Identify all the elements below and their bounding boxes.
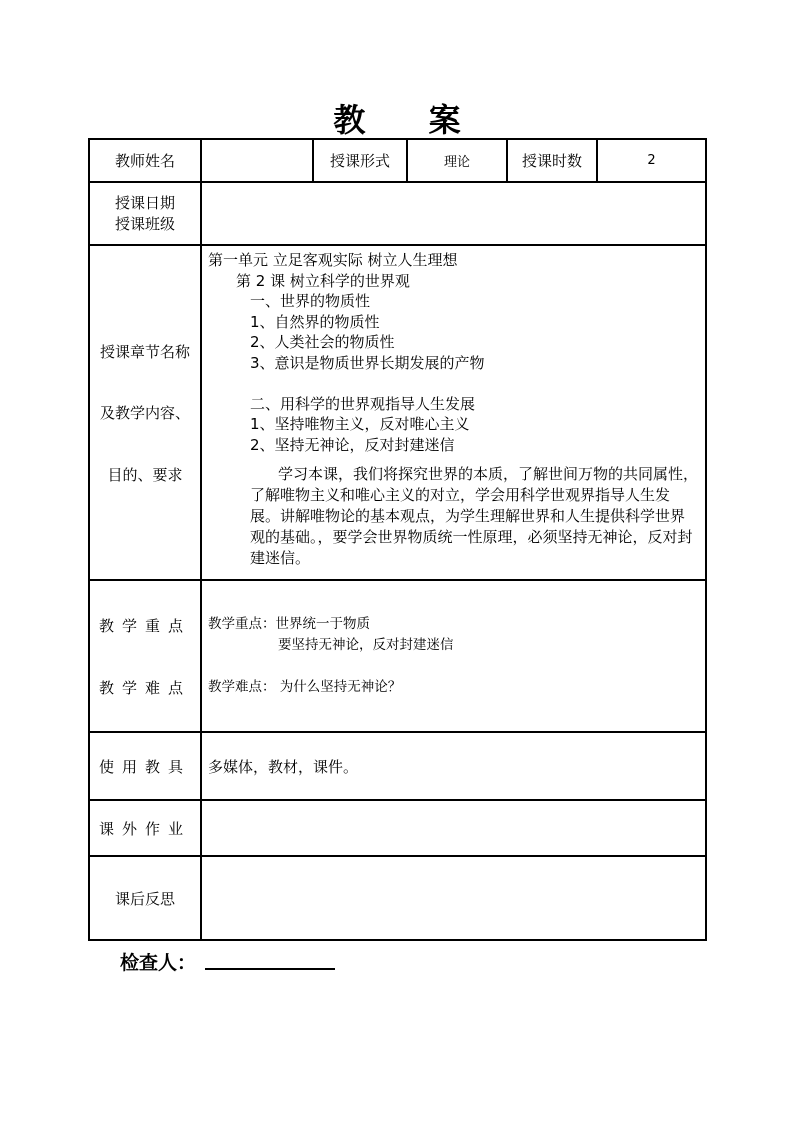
- homework-field[interactable]: [201, 800, 706, 856]
- date-class-field[interactable]: [201, 182, 706, 245]
- checker-label: 检查人：: [120, 952, 197, 974]
- class-label: 授课班级: [114, 214, 175, 233]
- date-label: 授课日期: [114, 193, 175, 212]
- chapter-label-line3: 目的、要求: [107, 465, 183, 484]
- section2-heading: 二、用科学的世界观指导人生发展: [250, 394, 476, 413]
- difficult-point-line: 教学难点： 为什么坚持无神论？: [208, 679, 402, 695]
- date-class-label: [89, 182, 201, 245]
- chapter-label: [89, 245, 201, 580]
- section1-heading: 一、世界的物质性: [250, 292, 371, 311]
- header-row: [89, 139, 706, 182]
- unit-title: 第一单元 立足客观实际 树立人生理想: [208, 251, 458, 269]
- homework-row: [89, 800, 706, 856]
- chapter-label-line2: 及教学内容、: [99, 403, 190, 422]
- key-point-line1: 教学重点：世界统一于物质: [208, 616, 370, 632]
- list-item: 1、坚持唯物主义，反对唯心主义: [250, 415, 470, 434]
- list-item: 1、自然界的物质性: [250, 312, 380, 331]
- key-point-label: 教学重点: [98, 616, 191, 635]
- page-title: 教 案: [333, 101, 487, 139]
- reflection-label: 课后反思: [89, 856, 201, 940]
- chapter-row: [89, 245, 706, 580]
- teacher-name-label: 教师姓名: [89, 139, 201, 182]
- reflection-field[interactable]: [201, 856, 706, 940]
- list-item: 2、人类社会的物质性: [250, 333, 395, 352]
- list-item: 2、坚持无神论，反对封建迷信: [250, 435, 455, 454]
- focus-row: [89, 580, 706, 732]
- list-item: 3、意识是物质世界长期发展的产物: [250, 353, 485, 372]
- tools-label: 使用教具: [89, 732, 201, 800]
- reflection-row: [89, 856, 706, 940]
- homework-label: 课外作业: [89, 800, 201, 856]
- objective-paragraph: 学习本课，我们将探究世界的本质，了解世间万物的共同属性，了解唯物主义和唯心主义的对立，学会用科学世观界指导人生发展。讲解唯物论的基本观点，为学生理解世界和人生提供科学世界观的基础。，要学会世界物质统一性原理，必须坚持无神论，反对封建迷信。: [250, 465, 699, 568]
- teaching-hours-field[interactable]: 2: [597, 139, 706, 182]
- date-class-row: [89, 182, 706, 245]
- tools-field[interactable]: 多媒体，教材，课件。: [201, 732, 706, 800]
- lesson-title: 第 2 课 树立科学的世界观: [236, 271, 410, 290]
- teaching-form-field[interactable]: 理论: [407, 139, 507, 182]
- lesson-plan-table: [88, 138, 707, 941]
- checker-signature-line[interactable]: [205, 968, 335, 970]
- key-point-line2: 要坚持无神论，反对封建迷信: [278, 637, 454, 653]
- focus-content[interactable]: [201, 580, 706, 732]
- teacher-name-field[interactable]: [201, 139, 313, 182]
- chapter-content[interactable]: [201, 245, 706, 580]
- teaching-hours-label: 授课时数: [507, 139, 597, 182]
- tools-row: [89, 732, 706, 800]
- focus-label: [89, 580, 201, 732]
- difficult-point-label: 教学难点: [98, 678, 191, 697]
- chapter-label-line1: 授课章节名称: [99, 342, 190, 361]
- teaching-form-label: 授课形式: [313, 139, 407, 182]
